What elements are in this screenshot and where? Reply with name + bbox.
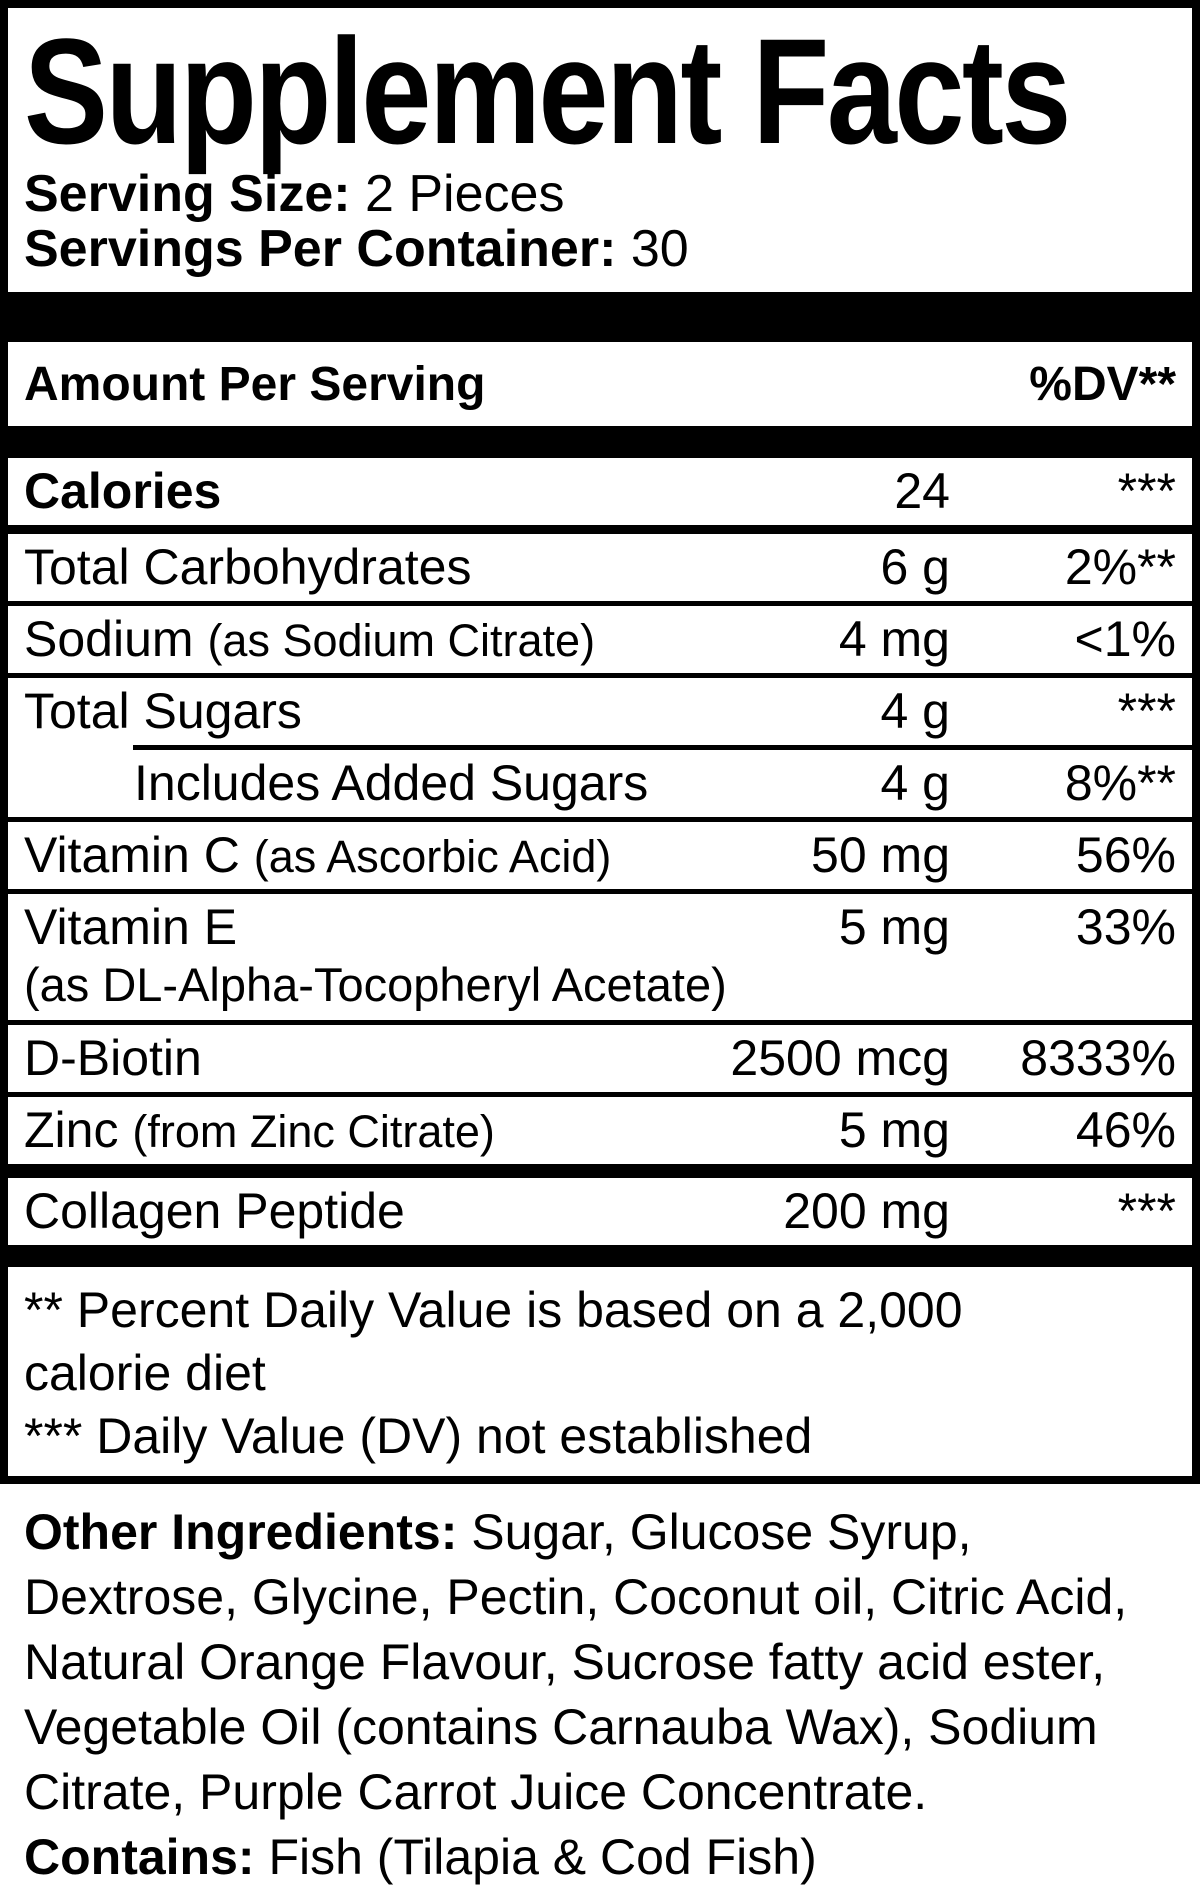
nutrient-amount: 50 mg	[811, 827, 950, 884]
serving-size-value: 2 Pieces	[365, 165, 565, 223]
other-ingredients-section	[0, 1484, 1200, 1890]
nutrient-amount: 2500 mcg	[730, 1030, 950, 1087]
nutrient-name: Total Carbohydrates	[24, 539, 472, 596]
divider-thick-footnotes	[8, 1245, 1192, 1267]
contains-label: Contains:	[24, 1829, 269, 1886]
nutrient-dv: <1%	[1074, 611, 1176, 668]
contains-text: Fish (Tilapia & Cod Fish)	[268, 1829, 817, 1886]
other-ingredients-label: Other Ingredients:	[24, 1504, 472, 1561]
nutrient-amount: 24	[894, 463, 950, 520]
nutrient-source-note: (as DL-Alpha-Tocopheryl Acetate)	[24, 958, 727, 1012]
panel-title: Supplement Facts	[24, 7, 1069, 175]
nutrient-row-sodium	[24, 606, 1176, 673]
other-ingredients-paragraph	[24, 1500, 1190, 1825]
other-ingredients-text: Sugar, Glucose Syrup, Dextrose, Glycine, Pectin, Coconut oil, Citric Acid, Natural Orange Flavour, Sucrose fatty acid ester, Vegetable Oil (contains Carnauba Wax), Sodium Citrate, Purple Carrot Juice Concentrate.	[24, 1504, 1128, 1821]
nutrient-dv: ***	[1117, 463, 1176, 520]
nutrient-amount: 4 g	[880, 755, 950, 812]
nutrient-name: Total Sugars	[24, 683, 302, 740]
nutrient-dv: ***	[1117, 683, 1176, 740]
nutrient-name: Includes Added Sugars	[134, 755, 649, 812]
nutrient-dv: 8333%	[1020, 1030, 1176, 1087]
servings-per-container-label: Servings Per Container:	[24, 220, 631, 279]
serving-size-label: Serving Size:	[24, 165, 365, 223]
nutrient-dv: 2%**	[1064, 539, 1176, 596]
nutrient-name: Zinc	[24, 1102, 133, 1159]
divider-thick-top	[8, 292, 1192, 342]
nutrient-name: Vitamin E	[24, 899, 238, 956]
servings-per-container-value: 30	[630, 220, 689, 279]
nutrient-dv: 56%	[1075, 827, 1176, 884]
nutrient-row-vitamin-e	[24, 894, 1176, 961]
nutrient-row-vitamin-c	[24, 822, 1176, 889]
nutrient-amount: 5 mg	[838, 899, 950, 956]
nutrient-row-collagen-peptide	[24, 1178, 1176, 1245]
nutrient-name: Sodium	[24, 611, 208, 668]
footnotes	[24, 1267, 1176, 1476]
nutrient-row-calories	[24, 458, 1176, 525]
nutrient-name: D-Biotin	[24, 1030, 202, 1087]
nutrient-dv: ***	[1117, 1183, 1176, 1240]
dv-header: %DV**	[1029, 358, 1176, 412]
nutrient-amount: 5 mg	[838, 1102, 950, 1159]
nutrient-amount: 200 mg	[783, 1183, 950, 1240]
footnote-percent-dv: ** Percent Daily Value is based on a 2,000 calorie diet	[24, 1282, 963, 1402]
nutrient-row-added-sugars	[24, 750, 1176, 817]
nutrient-dv: 8%**	[1064, 755, 1176, 812]
nutrient-amount: 4 mg	[838, 611, 950, 668]
nutrient-name: Vitamin C	[24, 827, 254, 884]
serving-size-line	[24, 165, 1176, 223]
contains-paragraph	[24, 1825, 1190, 1890]
footnote-dv-not-established: *** Daily Value (DV) not established	[24, 1408, 813, 1465]
nutrient-source-note: (as Sodium Citrate)	[207, 615, 596, 667]
nutrient-source-note: (from Zinc Citrate)	[132, 1106, 495, 1158]
nutrient-amount: 4 g	[880, 683, 950, 740]
nutrient-dv: 33%	[1075, 899, 1176, 956]
amount-per-serving-header: Amount Per Serving	[24, 358, 486, 412]
nutrient-name: Collagen Peptide	[24, 1183, 405, 1240]
nutrient-name: Calories	[24, 463, 222, 520]
divider	[8, 525, 1192, 534]
divider-thick-header	[8, 426, 1192, 458]
divider-thick	[8, 1164, 1192, 1178]
nutrient-dv: 46%	[1075, 1102, 1176, 1159]
nutrient-source-note: (as Ascorbic Acid)	[253, 831, 612, 883]
column-header-row	[24, 342, 1176, 426]
nutrient-row-zinc	[24, 1097, 1176, 1164]
nutrient-amount: 6 g	[880, 539, 950, 596]
servings-per-container-line	[24, 220, 1176, 279]
nutrient-row-total-carbohydrates	[24, 534, 1176, 601]
nutrient-row-total-sugars	[24, 678, 1176, 745]
nutrient-row-d-biotin	[24, 1025, 1176, 1092]
